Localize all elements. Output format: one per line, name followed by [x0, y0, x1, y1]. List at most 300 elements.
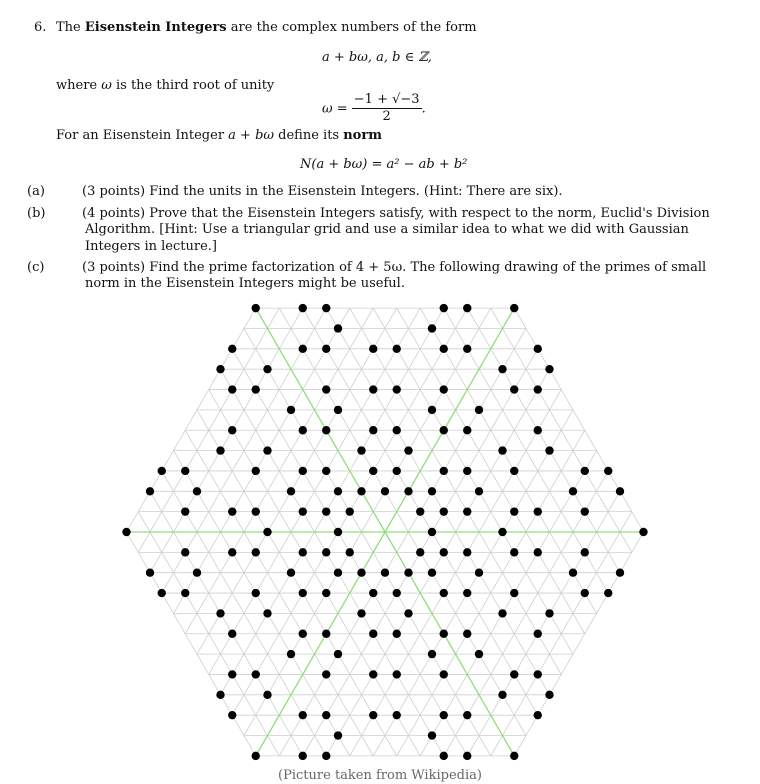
- grid-line: [338, 695, 350, 715]
- norm-definition-line: [56, 128, 382, 144]
- prime-dot: [498, 691, 506, 699]
- grid-line: [138, 532, 150, 552]
- prime-dot: [263, 528, 271, 536]
- prime-dot: [463, 548, 471, 556]
- grid-line: [608, 512, 620, 532]
- omega-numerator: −1 + √−3: [352, 92, 422, 109]
- grid-line: [338, 349, 350, 369]
- grid-line: [185, 634, 197, 654]
- norm-display-equation: N(a + bω) = a² − ab + b²: [300, 157, 468, 172]
- prime-dot: [252, 304, 260, 312]
- grid-line: [268, 552, 280, 572]
- grid-line: [174, 430, 186, 450]
- prime-dot: [193, 487, 201, 495]
- prime-dot: [498, 365, 506, 373]
- prime-dot: [440, 711, 448, 719]
- prime-dot: [322, 589, 330, 597]
- prime-dot: [440, 507, 448, 515]
- prime-dot: [428, 528, 436, 536]
- omega-denominator: 2: [382, 109, 391, 125]
- grid-line: [197, 593, 209, 613]
- grid-line: [514, 410, 526, 430]
- prime-dot: [534, 345, 542, 353]
- prime-dot: [440, 589, 448, 597]
- prime-dot: [369, 670, 377, 678]
- prime-dot: [252, 670, 260, 678]
- prime-dot: [616, 487, 624, 495]
- grid-line: [479, 328, 491, 348]
- grid-line: [268, 634, 280, 654]
- grid-line: [550, 471, 562, 491]
- grid-line: [538, 573, 550, 593]
- grid-line: [420, 674, 432, 694]
- where-post: is the third root of unity: [116, 78, 275, 93]
- prime-dot: [228, 426, 236, 434]
- prime-dot: [216, 691, 224, 699]
- grid-line: [244, 613, 256, 633]
- grid-line: [538, 471, 550, 491]
- grid-line: [550, 410, 562, 430]
- grid-line: [409, 674, 421, 694]
- prime-dot: [440, 467, 448, 475]
- grid-line: [409, 715, 421, 735]
- prime-dot: [510, 752, 518, 760]
- prime-dot: [369, 711, 377, 719]
- prime-dot: [263, 609, 271, 617]
- grid-line: [209, 491, 221, 511]
- grid-line: [385, 736, 397, 756]
- prime-dot: [216, 446, 224, 454]
- grid-line: [279, 451, 291, 471]
- prime-dot: [416, 507, 424, 515]
- prime-dot: [369, 385, 377, 393]
- prime-dot: [369, 467, 377, 475]
- grid-line: [197, 390, 209, 410]
- problem-intro: [56, 20, 477, 36]
- prime-dot: [334, 324, 342, 332]
- grid-line: [514, 695, 526, 715]
- grid-line: [185, 430, 197, 450]
- grid-line: [550, 654, 562, 674]
- grid-line: [526, 451, 538, 471]
- prime-dot: [534, 670, 542, 678]
- prime-dot: [463, 752, 471, 760]
- grid-line: [279, 715, 291, 735]
- prime-dot: [334, 528, 342, 536]
- grid-line: [561, 654, 573, 674]
- grid-line: [561, 532, 573, 552]
- prime-dot: [263, 446, 271, 454]
- grid-line: [279, 674, 291, 694]
- grid-line: [479, 451, 491, 471]
- prime-dot: [534, 426, 542, 434]
- grid-line: [420, 369, 432, 389]
- grid-line: [585, 430, 597, 450]
- prime-dot: [158, 467, 166, 475]
- grid-line: [479, 674, 491, 694]
- grid-line: [197, 410, 209, 430]
- prime-dot: [569, 569, 577, 577]
- prime-dot: [299, 630, 307, 638]
- prime-dot: [428, 731, 436, 739]
- grid-line: [491, 491, 503, 511]
- grid-line: [491, 634, 503, 654]
- grid-line: [268, 390, 280, 410]
- grid-line: [597, 512, 609, 532]
- prime-dot: [428, 650, 436, 658]
- grid-line: [491, 736, 503, 756]
- prime-dot: [428, 487, 436, 495]
- norm-pre: For an Eisenstein Integer: [56, 128, 225, 143]
- prime-dot: [534, 711, 542, 719]
- intro-bold-term: Eisenstein Integers: [84, 20, 227, 35]
- prime-dot: [193, 569, 201, 577]
- intro-post: are the complex numbers of the form: [230, 20, 477, 35]
- grid-line: [350, 695, 362, 715]
- prime-dot: [510, 507, 518, 515]
- grid-line: [561, 451, 573, 471]
- prime-dot: [299, 426, 307, 434]
- grid-line: [138, 512, 150, 532]
- prime-dot: [252, 752, 260, 760]
- eisenstein-primes-figure: [0, 290, 760, 768]
- prime-dot: [287, 487, 295, 495]
- prime-dot: [228, 711, 236, 719]
- grid-line: [209, 573, 221, 593]
- grid-line: [561, 430, 573, 450]
- prime-dot: [604, 589, 612, 597]
- grid-line: [279, 593, 291, 613]
- grid-line: [514, 715, 526, 735]
- grid-line: [550, 491, 562, 511]
- prime-dot: [252, 385, 260, 393]
- grid-line: [597, 552, 609, 572]
- grid-line: [362, 736, 374, 756]
- grid-line: [244, 715, 256, 735]
- prime-dot: [545, 609, 553, 617]
- prime-dot: [369, 426, 377, 434]
- prime-dot: [381, 487, 389, 495]
- grid-line: [350, 308, 362, 328]
- prime-dot: [440, 630, 448, 638]
- prime-dot: [463, 589, 471, 597]
- part-c-label: (c): [27, 260, 45, 275]
- norm-mid: define its: [278, 128, 340, 143]
- grid-line: [338, 613, 350, 633]
- prime-dot: [404, 446, 412, 454]
- grid-line: [209, 512, 221, 532]
- prime-dot: [252, 507, 260, 515]
- prime-dot: [475, 650, 483, 658]
- prime-dot: [122, 528, 130, 536]
- prime-dot: [357, 569, 365, 577]
- grid-line: [362, 512, 374, 532]
- prime-dot: [322, 507, 330, 515]
- grid-line: [573, 430, 585, 450]
- grid-line: [268, 736, 280, 756]
- prime-dot: [228, 548, 236, 556]
- prime-dot: [252, 467, 260, 475]
- prime-dot: [287, 406, 295, 414]
- norm-expr: a + bω: [228, 128, 275, 143]
- grid-line: [550, 552, 562, 572]
- prime-dot: [299, 467, 307, 475]
- prime-dot: [404, 487, 412, 495]
- prime-dot: [545, 691, 553, 699]
- grid-line: [150, 512, 162, 532]
- prime-dot: [428, 324, 436, 332]
- grid-line: [526, 573, 538, 593]
- prime-dot: [545, 446, 553, 454]
- prime-dot: [299, 548, 307, 556]
- grid-line: [209, 410, 221, 430]
- grid-line: [397, 308, 409, 328]
- part-a-text: (3 points) Find the units in the Eisenstein Integers. (Hint: There are six).: [82, 184, 563, 199]
- prime-dot: [393, 385, 401, 393]
- grid-line: [479, 715, 491, 735]
- grid-line: [209, 634, 221, 654]
- grid-line: [197, 532, 209, 552]
- prime-dot: [228, 385, 236, 393]
- prime-dot: [428, 569, 436, 577]
- grid-line: [491, 654, 503, 674]
- prime-dot: [357, 609, 365, 617]
- grid-line: [561, 634, 573, 654]
- problem-number: 6.: [34, 20, 47, 35]
- prime-dot: [322, 752, 330, 760]
- grid-line: [620, 532, 632, 552]
- grid-line: [561, 410, 573, 430]
- prime-dot: [616, 569, 624, 577]
- grid-line: [350, 328, 362, 348]
- grid-line: [303, 369, 315, 389]
- grid-line: [209, 532, 221, 552]
- prime-dot: [393, 426, 401, 434]
- prime-dot: [545, 365, 553, 373]
- prime-dot: [534, 548, 542, 556]
- where-line: [56, 78, 274, 94]
- prime-dot: [534, 630, 542, 638]
- prime-dot: [581, 589, 589, 597]
- grid-line: [256, 410, 268, 430]
- grid-line: [162, 491, 174, 511]
- prime-dot: [416, 548, 424, 556]
- grid-line: [479, 512, 491, 532]
- prime-dot: [463, 426, 471, 434]
- grid-line: [456, 674, 468, 694]
- prime-dot: [263, 365, 271, 373]
- prime-dot: [334, 569, 342, 577]
- grid-line: [279, 369, 291, 389]
- grid-line: [268, 654, 280, 674]
- prime-dot: [216, 365, 224, 373]
- grid-line: [209, 471, 221, 491]
- prime-dot: [440, 385, 448, 393]
- grid-line: [256, 715, 268, 735]
- grid-line: [268, 410, 280, 430]
- grid-line: [162, 532, 174, 552]
- grid-line: [232, 593, 244, 613]
- prime-dot: [393, 467, 401, 475]
- grid-line: [397, 512, 409, 532]
- form-display-equation: a + bω, a, b ∈ ℤ,: [322, 50, 432, 65]
- grid-line: [244, 695, 256, 715]
- omega-definition: [322, 92, 426, 126]
- grid-line: [350, 369, 362, 389]
- grid-line: [503, 634, 515, 654]
- part-a: [27, 184, 725, 200]
- part-c: [27, 260, 725, 293]
- grid-line: [303, 674, 315, 694]
- grid-line: [197, 430, 209, 450]
- grid-line: [409, 349, 421, 369]
- prime-dot: [146, 569, 154, 577]
- grid-line: [350, 634, 362, 654]
- grid-line: [491, 390, 503, 410]
- prime-dot: [463, 304, 471, 312]
- grid-line: [350, 390, 362, 410]
- grid-line: [550, 512, 562, 532]
- prime-dot: [299, 345, 307, 353]
- grid-line: [221, 573, 233, 593]
- grid-line: [268, 491, 280, 511]
- grid-line: [514, 430, 526, 450]
- grid-line: [491, 308, 503, 328]
- prime-dot: [322, 304, 330, 312]
- grid-line: [620, 512, 632, 532]
- grid-line: [268, 308, 280, 328]
- where-pre: where: [56, 78, 98, 93]
- prime-dot: [440, 752, 448, 760]
- grid-line: [479, 369, 491, 389]
- grid-line: [350, 654, 362, 674]
- prime-dot: [463, 630, 471, 638]
- grid-line: [197, 512, 209, 532]
- grid-line: [268, 573, 280, 593]
- grid-line: [232, 573, 244, 593]
- prime-dot: [322, 467, 330, 475]
- grid-line: [221, 471, 233, 491]
- grid-line: [373, 736, 385, 756]
- grid-line: [420, 613, 432, 633]
- grid-line: [514, 328, 526, 348]
- grid-line: [561, 512, 573, 532]
- grid-line: [279, 308, 291, 328]
- grid-line: [162, 552, 174, 572]
- grid-line: [244, 328, 256, 348]
- grid-line: [256, 328, 268, 348]
- grid-line: [197, 613, 209, 633]
- grid-line: [514, 349, 526, 369]
- prime-dot: [393, 345, 401, 353]
- grid-line: [409, 369, 421, 389]
- grid-line: [456, 369, 468, 389]
- grid-line: [150, 532, 162, 552]
- part-c-text: (3 points) Find the prime factorization of 4 + 5ω. The following drawing of the primes of small norm in the Eisenstein Integers might be useful.: [82, 260, 707, 292]
- grid-line: [479, 736, 491, 756]
- prime-dot: [534, 385, 542, 393]
- prime-dot: [510, 589, 518, 597]
- grid-line: [409, 410, 421, 430]
- grid-line: [373, 308, 385, 328]
- grid-line: [338, 674, 350, 694]
- grid-line: [550, 390, 562, 410]
- norm-bold-term: norm: [343, 128, 382, 143]
- prime-dot: [299, 711, 307, 719]
- figure-caption: (Picture taken from Wikipedia): [278, 768, 482, 783]
- grid-line: [573, 613, 585, 633]
- prime-dot: [322, 426, 330, 434]
- grid-line: [279, 512, 291, 532]
- prime-dot: [322, 345, 330, 353]
- prime-dot: [404, 569, 412, 577]
- grid-line: [420, 430, 432, 450]
- prime-dot: [322, 670, 330, 678]
- prime-dot: [369, 589, 377, 597]
- grid-line: [409, 736, 421, 756]
- grid-line: [597, 532, 609, 552]
- part-a-label: (a): [27, 184, 45, 199]
- symmetry-axes: [127, 308, 644, 756]
- prime-dot: [463, 507, 471, 515]
- prime-dot: [393, 711, 401, 719]
- omega-fraction: [352, 92, 422, 126]
- prime-dot: [534, 507, 542, 515]
- grid-line: [338, 369, 350, 389]
- prime-dot: [299, 507, 307, 515]
- prime-dot: [357, 487, 365, 495]
- part-b: [27, 206, 725, 255]
- grid-line: [256, 634, 268, 654]
- grid-line: [350, 736, 362, 756]
- grid-line: [491, 410, 503, 430]
- grid-line: [244, 349, 256, 369]
- grid-line: [597, 491, 609, 511]
- prime-dot: [322, 630, 330, 638]
- grid-line: [350, 410, 362, 430]
- prime-dot: [287, 650, 295, 658]
- grid-line: [244, 634, 256, 654]
- grid-line: [514, 634, 526, 654]
- grid-line: [279, 328, 291, 348]
- grid-line: [232, 471, 244, 491]
- prime-dot: [440, 426, 448, 434]
- prime-dot: [475, 487, 483, 495]
- part-b-label: (b): [27, 206, 46, 221]
- prime-dot: [299, 304, 307, 312]
- prime-dot: [428, 406, 436, 414]
- grid-line: [409, 695, 421, 715]
- prime-dot: [216, 609, 224, 617]
- grid-line: [350, 674, 362, 694]
- grid-line: [279, 430, 291, 450]
- grid-line: [385, 308, 397, 328]
- grid-line: [244, 410, 256, 430]
- prime-dot: [228, 345, 236, 353]
- grid-line: [397, 532, 409, 552]
- prime-dot: [181, 467, 189, 475]
- grid-line: [350, 715, 362, 735]
- prime-dot: [263, 691, 271, 699]
- prime-dot: [463, 467, 471, 475]
- prime-dot: [228, 507, 236, 515]
- prime-dot: [475, 569, 483, 577]
- grid-line: [197, 451, 209, 471]
- prime-dot: [604, 467, 612, 475]
- grid-line: [244, 430, 256, 450]
- grid-line: [550, 532, 562, 552]
- prime-dot: [440, 548, 448, 556]
